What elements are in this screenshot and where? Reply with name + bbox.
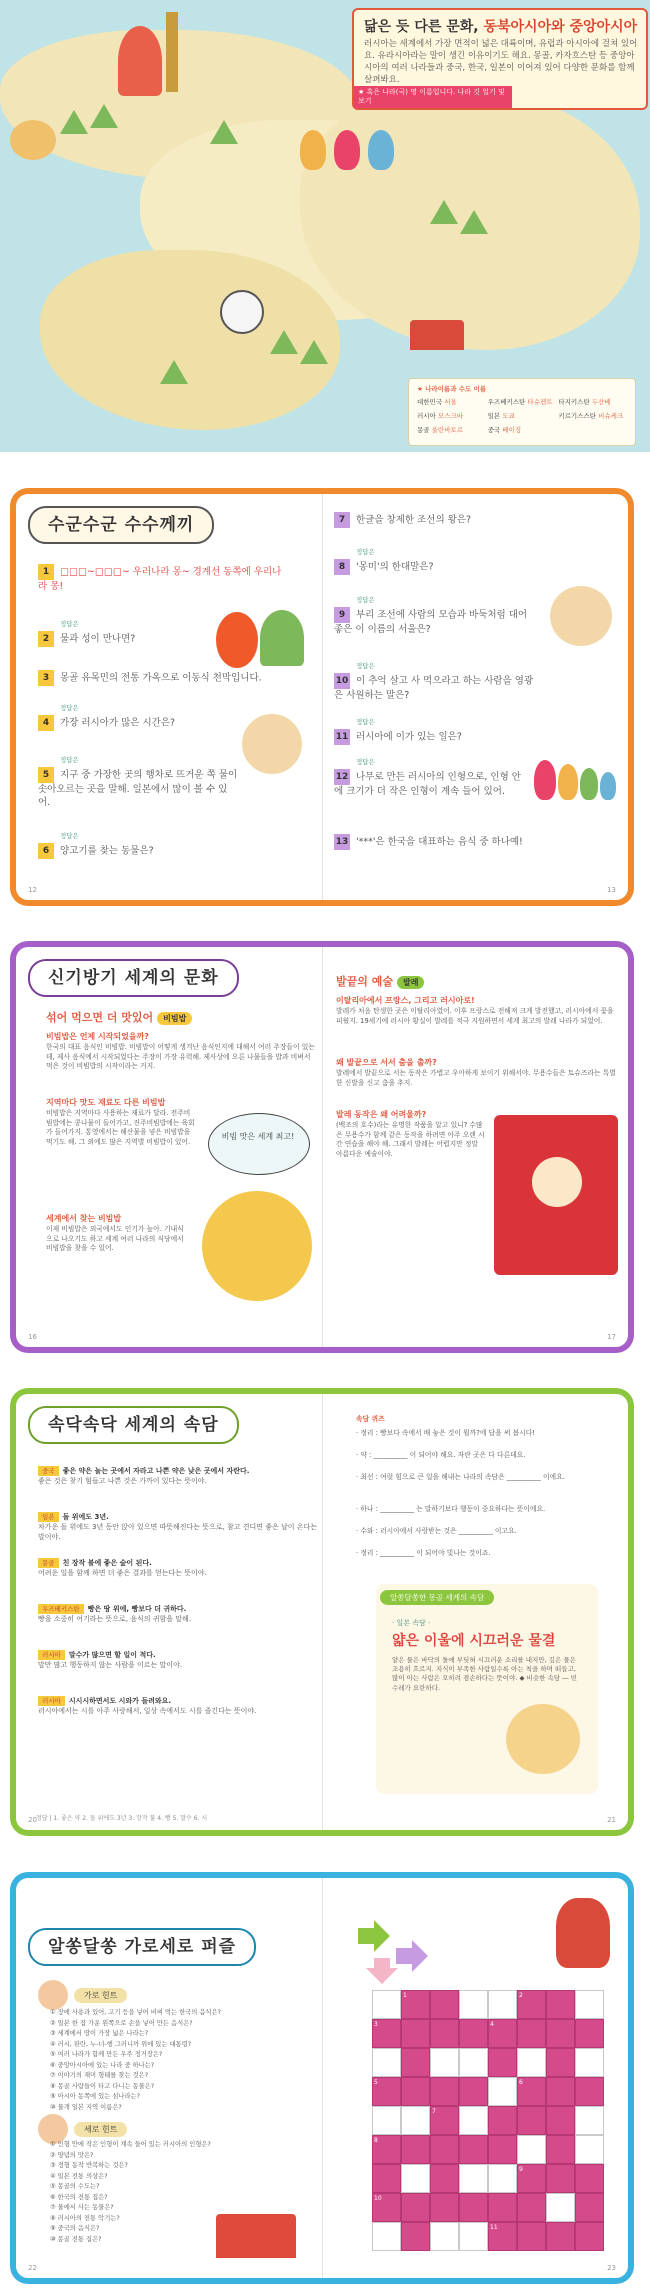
crossword-cell[interactable] — [401, 1990, 430, 2019]
crossword-cell[interactable] — [430, 2106, 459, 2135]
matryoshka-icon — [580, 768, 598, 800]
crossword-blank-cell — [488, 2077, 517, 2106]
map-title-highlight: 동북아시아와 중앙아시아 — [483, 19, 638, 35]
crossword-cell[interactable] — [575, 2077, 604, 2106]
hint-item: ⑥ 한국의 전통 집은? — [50, 2193, 108, 2201]
mountain-icon — [60, 110, 88, 134]
frog-illustration — [506, 1704, 580, 1774]
culture-left-heading: 섞어 먹으면 더 맛있어 비빔밥 — [46, 1009, 192, 1025]
paragraph-text: 발레에서 발끝으로 서는 동작은 가볍고 우아하게 보이기 위해서야. 무용수들은 토슈즈라는 특별한 신발을 신고 춤을 추지. — [336, 1069, 616, 1087]
puzzle-page-frame — [10, 1872, 634, 2284]
crossword-blank-cell — [575, 2135, 604, 2164]
page-number: 20 — [28, 1816, 37, 1824]
page-spine — [322, 1394, 323, 1830]
mountain-icon — [160, 360, 188, 384]
across-hint-heading: 가로 힌트 — [74, 1988, 127, 2003]
story-text: 얕은 물은 바닥의 돌에 부딪혀 시끄러운 소리를 내지만, 깊은 물은 조용히 흐르지. 지식이 부족한 사람일수록 아는 척을 하며 떠들고, 많이 아는 사람은 오히려 겸손하다는 뜻이야. ◆ 비슷한 속담 ― 빈 수레가 요란하다. — [392, 1656, 577, 1692]
mountain-icon — [90, 104, 118, 128]
hint-item: ⑤ 여러 나라가 함께 만든 우주 정거장은? — [50, 2051, 163, 2058]
crossword-cell[interactable] — [517, 2077, 546, 2106]
crossword-blank-cell — [459, 2164, 488, 2193]
crossword-cell[interactable] — [372, 2135, 401, 2164]
hint-item: ⑨ 중국의 음식은? — [50, 2225, 100, 2232]
hint-item: ④ 러시, 판란, 누-너-행 그러니까 위에 있는 대통령? — [50, 2040, 192, 2048]
mountain-icon — [460, 210, 488, 234]
proverb-item: 중국 좋은 약은 놀는 곳에서 자라고 나쁜 약은 낮은 곳에서 자란다. 좋은 것은 찾기 힘들고 나쁜 것은 가까이 있다는 뜻이야. — [38, 1467, 250, 1485]
culture-page — [16, 947, 628, 1347]
crossword-cell[interactable] — [430, 2164, 459, 2193]
across-hint-list — [50, 2008, 221, 2113]
culture-page-frame — [10, 941, 634, 1353]
crossword-cell[interactable] — [546, 2135, 575, 2164]
hint-item: ⑩ 물개 일본 지역 이름은? — [50, 2103, 122, 2111]
paragraph-text: 한국의 대표 음식인 비빔밥. 비빔밥이 어떻게 생겨난 음식인지에 대해서 여러 주장들이 있는데, 제사 음식에서 시작되었다는 주장이 가장 유력해. 제사상에 오른 나물들을 밥과 비벼서 먹은 것이 비빔밥의 시작이라는 거지. — [46, 1043, 315, 1071]
legend-item: 대한민국 서울 — [417, 398, 457, 406]
culture-right-badge: 발레 — [397, 976, 424, 989]
gate-illustration — [216, 2214, 296, 2258]
ballerina-illustration — [532, 1157, 582, 1207]
character-illustration — [10, 120, 56, 160]
map-section — [0, 0, 650, 452]
crossword-cell[interactable] — [546, 2019, 575, 2048]
fill-quiz-item: · 수와 : 러시아에서 사랑받는 것은 __________ 이고요. — [356, 1527, 517, 1535]
fill-quiz-item: · 하나 : __________ 는 말하기보다 행동이 중요하다는 뜻이에요. — [356, 1505, 546, 1513]
crossword-cell[interactable] — [517, 2019, 546, 2048]
crossword-clue-number: 1 — [403, 1992, 407, 1999]
crossword-cell[interactable] — [488, 2019, 517, 2048]
hint-item: ③ 세계에서 땅이 가장 넓은 나라는? — [50, 2030, 149, 2037]
quiz-item: 정답은 2 물과 성이 만나면? — [38, 618, 218, 647]
crossword-cell[interactable] — [401, 2019, 430, 2048]
crossword-blank-cell — [372, 2222, 401, 2251]
crossword-cell[interactable] — [488, 2222, 517, 2251]
quiz-item: 3 몽골 유목민의 전통 가옥으로 이동식 천막입니다. — [38, 670, 288, 686]
map-title-box — [352, 8, 648, 110]
paragraph-text: 비빔밥은 지역마다 사용하는 재료가 달라. 전주비빔밥에는 콩나물이 들어가고, 진주비빔밥에는 육회가 들어가지. 통영에서는 해산물을 넣은 비빔밥을 먹기도 해. 그 외에도 많은 지역별 비빔밥이 있어. — [46, 1109, 195, 1146]
crossword-grid — [372, 1990, 604, 2250]
proverb-item: 몽골 친 장작 불에 좋은 숲이 된다. 어려운 일을 함께 하면 더 좋은 결과를 얻는다는 뜻이야. — [38, 1559, 207, 1577]
king-illustration — [556, 1898, 610, 1968]
map-note: ★ 혹은 나라(국) 명 이름입니다. 나라 깃 얼기 및 보기 — [354, 86, 512, 108]
crossword-clue-number: 10 — [374, 2195, 382, 2202]
crossword-cell[interactable] — [459, 2019, 488, 2048]
fire-illustration — [216, 612, 258, 668]
crossword-blank-cell — [372, 2106, 401, 2135]
quiz-item: 정답은 10 이 추억 살고 사 먹으라고 하는 사람을 영광은 사원하는 말은? — [334, 662, 534, 701]
paragraph-heading: 세계에서 찾는 비빔밥 — [46, 1214, 122, 1223]
crossword-cell[interactable] — [459, 2193, 488, 2222]
crossword-blank-cell — [372, 1990, 401, 2019]
crossword-cell[interactable] — [372, 2019, 401, 2048]
quiz-item: 정답은 4 가장 러시아가 많은 시간은? — [38, 702, 238, 731]
crossword-blank-cell — [459, 2106, 488, 2135]
proverb-item: 러시아 시시시하면서도 시와가 들려와요. 러시아에서는 시를 아주 사랑해서, 일상 속에서도 시를 즐긴다는 뜻이야. — [38, 1697, 257, 1715]
crossword-cell[interactable] — [517, 2106, 546, 2135]
crossword-blank-cell — [430, 2222, 459, 2251]
crossword-cell[interactable] — [488, 2106, 517, 2135]
crossword-clue-number: 8 — [374, 2137, 378, 2144]
crossword-blank-cell — [517, 2048, 546, 2077]
crossword-cell[interactable] — [430, 2193, 459, 2222]
hint-item: ⑤ 몽골의 수도는? — [50, 2183, 100, 2190]
paragraph-text: 이제 비빔밥은 외국에서도 인기가 높아. 기내식으로 나오기도 하고 세계 여러 나라의 식당에서 비빔밥을 찾을 수 있어. — [46, 1225, 184, 1253]
crossword-cell[interactable] — [488, 2048, 517, 2077]
crossword-blank-cell — [546, 2193, 575, 2222]
map-title — [364, 16, 638, 36]
crossword-cell[interactable] — [546, 2048, 575, 2077]
crossword-blank-cell — [459, 1990, 488, 2019]
crossword-blank-cell — [459, 2222, 488, 2251]
hint-item: ① 인형 안에 작은 인형이 계속 들어 있는 러시아의 인형은? — [50, 2141, 211, 2148]
hint-item: ① 장에 사용과 있어, 고기 등을 넣어 비벼 먹는 한국의 음식은? — [50, 2009, 221, 2016]
quiz-item: 정답은 8 '몽미'의 한대말은? — [334, 546, 534, 575]
bibimbap-chef-illustration — [202, 1191, 312, 1301]
crossword-cell[interactable] — [401, 2077, 430, 2106]
crossword-blank-cell — [488, 1990, 517, 2019]
proverb-item: 러시아 말수가 많으면 할 일이 적다. 말만 많고 행동하지 않는 사람을 이르는 말이야. — [38, 1651, 183, 1669]
page-number: 16 — [28, 1333, 37, 1341]
hint-item: ② 일본 한 집 가운 왼쪽으로 손을 넣어 만든 음식은? — [50, 2019, 193, 2027]
quiz-title: 수군수군 수수께끼 — [28, 506, 214, 544]
crossword-blank-cell — [372, 2048, 401, 2077]
page-number: 23 — [607, 2264, 616, 2272]
hint-item: ③ 정형 동작 반복하는 것은? — [50, 2162, 128, 2169]
crossword-cell[interactable] — [575, 2019, 604, 2048]
fill-quiz-heading: 속담 퀴즈 — [356, 1415, 385, 1423]
map-title-prefix: 닮은 듯 다른 문화, — [364, 19, 484, 35]
crossword-blank-cell — [430, 2048, 459, 2077]
crossword-cell[interactable] — [517, 1990, 546, 2019]
fill-quiz-item: · 정리 : __________ 이 되어야 빛나는 것이죠. — [356, 1549, 491, 1557]
matryoshka-illustration — [368, 130, 394, 170]
paragraph-heading: 비빔밥은 언제 시작되었을까? — [46, 1032, 149, 1041]
culture-left-badge: 비빔밥 — [157, 1012, 192, 1025]
hint-item: ⑦ 물에서 사는 동물은? — [50, 2204, 114, 2211]
fill-quiz-item: · 최선 : 여럿 힘으로 큰 일을 해내는 나라의 속담은 __________ 이에요. — [356, 1473, 565, 1481]
matryoshka-icon — [558, 764, 578, 800]
hint-item: ⑧ 몽골 사람들이 타고 다니는 동물은? — [50, 2082, 155, 2090]
mountain-character-illustration — [260, 610, 304, 666]
page-spine — [322, 947, 323, 1347]
hint-item: ⑥ 중앙아시아에 있는 나라 중 하나는? — [50, 2061, 155, 2069]
crossword-cell[interactable] — [372, 2077, 401, 2106]
crossword-cell[interactable] — [401, 2135, 430, 2164]
crossword-cell[interactable] — [459, 2077, 488, 2106]
crossword-cell[interactable] — [430, 2135, 459, 2164]
story-title: 얇은 이울에 시끄러운 물결 — [392, 1633, 556, 1649]
crossword-cell[interactable] — [401, 2048, 430, 2077]
panda-illustration — [220, 290, 264, 334]
crossword-cell[interactable] — [401, 2222, 430, 2251]
page-number: 12 — [28, 886, 37, 894]
crossword-clue-number: 7 — [432, 2108, 436, 2115]
legend-item: 중국 베이징 — [487, 426, 522, 434]
proverb-page-frame — [10, 1388, 634, 1836]
quiz-item: 정답은 11 러시아에 이가 있는 일은? — [334, 716, 534, 745]
crossword-cell[interactable] — [430, 2077, 459, 2106]
paragraph-text: 발레가 처음 탄생한 곳은 이탈리아였어. 이후 프랑스로 전해져 크게 발전했고, 러시아에서 꽃을 피웠지. 19세기에 러시아 황실이 발레를 적극 지원하면서 세계 최고의 발레 나라가 되었어. — [336, 1007, 614, 1025]
matryoshka-illustration — [334, 130, 360, 170]
story-subtitle: · 일본 속담 · — [392, 1619, 431, 1627]
traveler-illustration — [242, 714, 302, 774]
crossword-cell[interactable] — [517, 2164, 546, 2193]
quiz-page-frame — [10, 488, 634, 906]
mountain-icon — [210, 120, 238, 144]
crossword-cell[interactable] — [517, 2193, 546, 2222]
kremlin-illustration — [118, 26, 162, 96]
crossword-clue-number: 3 — [374, 2021, 378, 2028]
page-number: 22 — [28, 2264, 37, 2272]
story-tag: 알쏭달쏭한 몽골 세계의 속담 — [380, 1590, 494, 1605]
legend-item: 키르기스스탄 비슈케크 — [558, 412, 624, 420]
quiz-item: 정답은 6 양고기를 찾는 동물은? — [38, 830, 288, 859]
crossword-cell[interactable] — [430, 1990, 459, 2019]
crossword-blank-cell — [459, 2048, 488, 2077]
legend-item: 타지키스탄 두샨베 — [558, 398, 611, 406]
proverb-item: 일본 돌 위에도 3년. 차가운 돌 위에도 3년 동안 앉아 있으면 따뜻해진다는 뜻으로, 참고 견디면 좋은 날이 온다는 말이야. — [38, 1513, 318, 1541]
crossword-blank-cell — [575, 2106, 604, 2135]
palace-illustration — [410, 320, 464, 350]
culture-right-heading: 발끝의 예술 발레 — [336, 973, 424, 989]
legend-grid — [417, 397, 629, 434]
answer-footnote: 정답 | 1. 좋은 약 2. 돌 위에도 3년 3. 장작 불 4. 빵 5. 말수 6. 시 — [36, 1815, 208, 1822]
crossword-clue-number: 4 — [490, 2021, 494, 2028]
character-illustration — [550, 586, 612, 646]
crossword-cell[interactable] — [575, 2164, 604, 2193]
crossword-clue-number: 11 — [490, 2224, 498, 2231]
crossword-cell[interactable] — [546, 2077, 575, 2106]
crossword-blank-cell — [517, 2135, 546, 2164]
mountain-icon — [270, 330, 298, 354]
paragraph-heading: 왜 발끝으로 서서 춤을 출까? — [336, 1058, 437, 1067]
quiz-item: 정답은 9 부리 조선에 사람의 모습과 바둑처럼 대어 좋은 이 이름의 서울은? — [334, 596, 528, 635]
matryoshka-illustration — [300, 130, 326, 170]
crossword-cell[interactable] — [517, 2222, 546, 2251]
page-spine — [322, 1878, 323, 2278]
legend-title: ★ 나라이름과 수도 이름 — [417, 385, 487, 393]
proverb-page — [16, 1394, 628, 1830]
page-number: 21 — [607, 1816, 616, 1824]
map-description: 러시아는 세계에서 가장 면적이 넓은 대륙이며, 유럽과 아시아에 걸쳐 있어요. 유라시아라는 말이 생긴 이유이기도 해요. 몽골, 카자흐스탄 등 중앙아시아의 여러 나라들과 중국, 한국, 일본이 이어져 있어 다양한 문화를 함께 살펴봐요. — [364, 39, 638, 85]
direction-arrows-icon — [346, 1918, 436, 1988]
matryoshka-icon — [534, 760, 556, 800]
down-hint-heading: 세로 힌트 — [74, 2122, 127, 2137]
crossword-cell[interactable] — [546, 2164, 575, 2193]
hint-item: ④ 일본 전통 의상은? — [50, 2172, 108, 2180]
crossword-blank-cell — [575, 2048, 604, 2077]
capital-legend — [408, 378, 636, 446]
page-number: 13 — [607, 886, 616, 894]
crossword-clue-number: 2 — [519, 1992, 523, 1999]
hint-item: ⑦ 이야기의 재미 형태를 찾는 것은? — [50, 2072, 149, 2079]
proverb-item: 우즈베키스탄 빵은 땅 위에, 빵보다 더 귀하다. 빵을 소중히 여기라는 뜻으로, 음식의 귀함을 말해. — [38, 1605, 192, 1623]
matryoshka-icon — [600, 772, 616, 800]
legend-item: 우즈베키스탄 타슈켄트 — [487, 398, 553, 406]
paragraph-text: (백조의 호수)라는 유명한 작품을 알고 있니? 수많은 무용수가 함께 같은 동작을 하려면 아주 오랜 시간 연습을 해야 해. 그래서 발레는 어렵지만 정말 아름다운 예술이야. — [336, 1121, 485, 1158]
culture-title: 신기방기 세계의 문화 — [28, 959, 239, 997]
crossword-clue-number: 6 — [519, 2079, 523, 2086]
puzzle-title: 알쏭달쏭 가로세로 퍼즐 — [28, 1928, 256, 1966]
crossword-cell[interactable] — [575, 2222, 604, 2251]
crossword-cell[interactable] — [372, 2164, 401, 2193]
legend-item: 몽골 울란바토르 — [417, 426, 464, 434]
down-hint-list — [50, 2140, 211, 2245]
crossword-cell[interactable] — [401, 2193, 430, 2222]
crossword-cell[interactable] — [372, 2193, 401, 2222]
mountain-icon — [430, 200, 458, 224]
page-spine — [322, 494, 323, 900]
quiz-page — [16, 494, 628, 900]
paragraph-heading: 발레 동작은 왜 어려울까? — [336, 1110, 427, 1119]
crossword-cell[interactable] — [430, 2019, 459, 2048]
crossword-cell[interactable] — [546, 1990, 575, 2019]
crossword-blank-cell — [575, 1990, 604, 2019]
quiz-item: 정답은 12 나무로 만든 러시아의 인형으로, 인형 안에 크기가 더 작은 인형이 계속 들어 있어. — [334, 758, 521, 797]
quiz-item: 1 □□□~□□□~ 우러나라 몽~ 경계선 동쪽에 우리나라 몽! — [38, 564, 288, 593]
mountain-icon — [300, 340, 328, 364]
hint-item: ⑨ 아시아 동쪽에 있는 섬나라는? — [50, 2093, 140, 2100]
paragraph-heading: 지역마다 맛도 재료도 다른 비빔밥 — [46, 1098, 166, 1107]
speech-bubble-text: 비빔 맛은 세계 최고! — [221, 1132, 295, 1141]
crossword-cell[interactable] — [459, 2135, 488, 2164]
quiz-item: 정답은 5 지구 중 가장한 곳의 행차로 뜨거운 쪽 물이 솟아오르는 곳을 말해. 일본에서 많이 볼 수 있어. — [38, 756, 238, 808]
paragraph-heading: 이탈리아에서 프랑스, 그리고 러시아로! — [336, 996, 475, 1005]
fill-quiz-item: · 약 : __________ 이 되어야 해요. 자란 곳은 다 다른데요. — [356, 1451, 526, 1459]
character-icon — [38, 1980, 68, 2010]
hint-item: ⑩ 몽골 전통 집은? — [50, 2235, 102, 2243]
crossword-cell[interactable] — [488, 2193, 517, 2222]
speech-bubble — [208, 1113, 310, 1175]
crossword-cell[interactable] — [546, 2106, 575, 2135]
legend-item: 러시아 모스크바 — [417, 412, 464, 420]
hint-item: ⑧ 러시아의 전통 악기는? — [50, 2214, 120, 2222]
crossword-blank-cell — [401, 2106, 430, 2135]
crossword-blank-cell — [401, 2164, 430, 2193]
hint-item: ② 양념의 맛은? — [50, 2151, 94, 2159]
legend-item: 일본 도쿄 — [487, 412, 515, 420]
proverb-title: 속닥속닥 세계의 속담 — [28, 1406, 239, 1444]
tower-illustration — [166, 12, 178, 92]
puzzle-page — [16, 1878, 628, 2278]
fill-quiz-item: · 정리 : 빵보다 속에서 배 놓은 것이 뭘까?에 답을 써 봅시다! — [356, 1429, 535, 1437]
crossword-cell[interactable] — [546, 2222, 575, 2251]
crossword-blank-cell — [488, 2164, 517, 2193]
quiz-item: 13 '***'은 한국을 대표하는 음식 중 하나예! — [334, 834, 624, 850]
crossword-clue-number: 9 — [519, 2166, 523, 2173]
story-box — [376, 1584, 598, 1794]
quiz-item: 7 한글을 창제한 조선의 왕은? — [334, 512, 614, 528]
page-number: 17 — [607, 1333, 616, 1341]
crossword-cell[interactable] — [575, 2193, 604, 2222]
crossword-cell[interactable] — [488, 2135, 517, 2164]
crossword-clue-number: 5 — [374, 2079, 378, 2086]
